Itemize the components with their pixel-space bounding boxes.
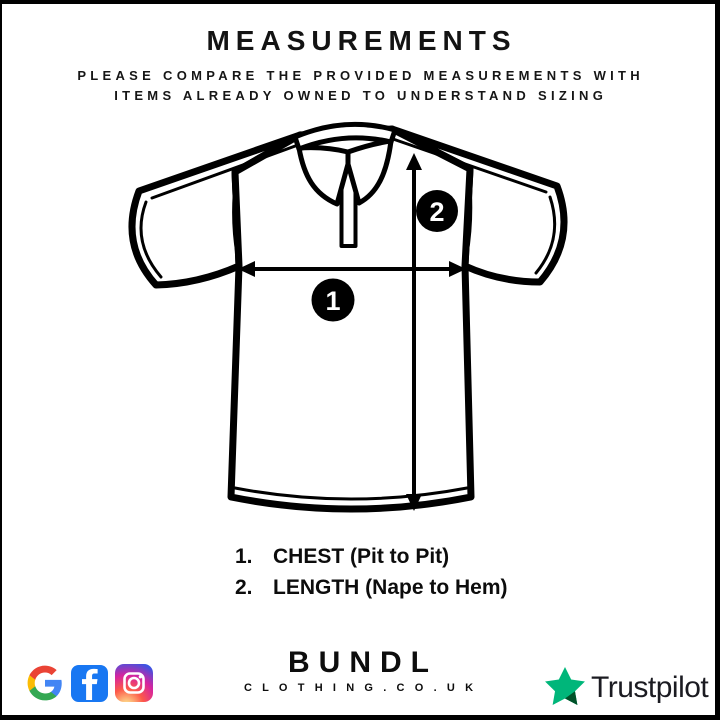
trustpilot-wordmark: Trustpilot xyxy=(591,671,709,704)
legend-text: LENGTH (Nape to Hem) xyxy=(273,575,508,599)
trustpilot-logo[interactable] xyxy=(544,667,708,709)
brand-domain: C L O T H I N G . C O . U K xyxy=(243,682,477,694)
legend-text: CHEST (Pit to Pit) xyxy=(273,544,450,568)
chest-badge xyxy=(312,279,355,322)
subtitle-line-2: ITEMS ALREADY OWNED TO UNDERSTAND SIZING xyxy=(114,88,608,103)
trustpilot-star-icon xyxy=(544,667,586,709)
legend-item-length xyxy=(235,572,508,603)
brand-name: BUNDL xyxy=(288,646,438,679)
polo-shirt-diagram xyxy=(2,4,720,720)
length-badge-number: 2 xyxy=(429,197,445,227)
legend-number: 1. xyxy=(235,544,253,568)
length-badge xyxy=(416,190,458,232)
legend-number: 2. xyxy=(235,575,253,599)
legend-item-chest xyxy=(235,541,508,572)
chest-badge-number: 1 xyxy=(325,286,341,316)
page-title: MEASUREMENTS xyxy=(206,25,517,56)
subtitle-line-1: PLEASE COMPARE THE PROVIDED MEASUREMENTS WITH xyxy=(77,68,644,83)
measurement-legend xyxy=(235,541,508,603)
